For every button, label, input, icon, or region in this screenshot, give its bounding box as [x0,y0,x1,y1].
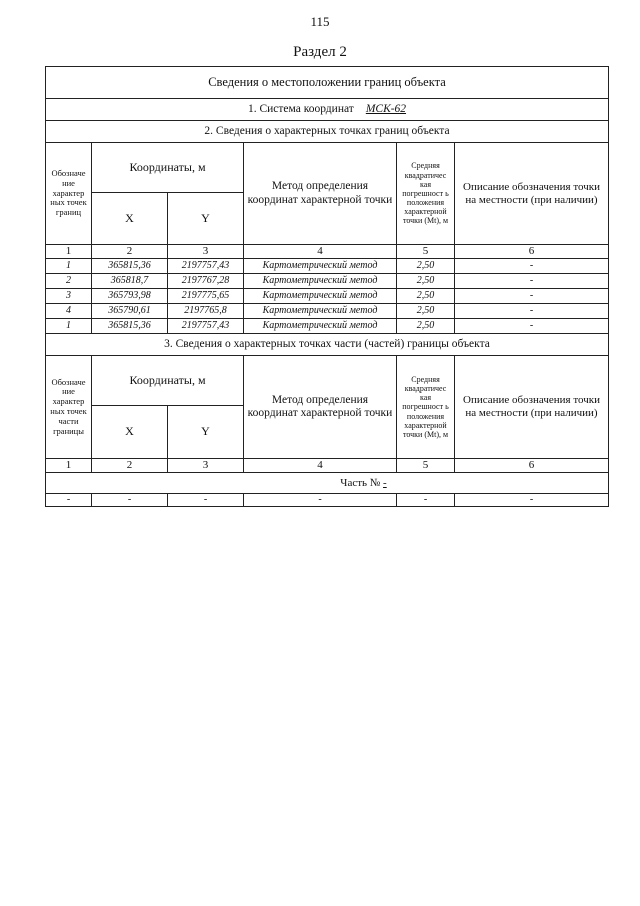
coord-system-value: МСК-62 [365,102,407,115]
point-cell: 1 [46,319,92,334]
empty-cell: - [397,494,455,507]
section3-col-x: X [92,406,168,459]
col-number: 4 [244,245,397,259]
section-title: Раздел 2 [293,44,347,60]
section3-header-row [46,356,609,406]
method-cell: Картометрический метод [244,304,397,319]
x-cell: 365793,98 [92,289,168,304]
part-row [46,473,609,494]
method-cell: Картометрический метод [244,259,397,274]
section2-col-point: Обозначе ние характер ных точек границ [46,143,92,245]
desc-cell: - [455,304,609,319]
section3-col-point: Обозначе ние характер ных точек части границы [46,356,92,459]
col-number: 2 [92,459,168,473]
section2-title-row [46,121,609,143]
section2-col-x: X [92,193,168,245]
section3-col-error: Средняя квадратичес кая погрешност ь положения характерной точки (Mt), м [397,356,455,459]
section2-col-method: Метод определения координат характерной точки [244,143,397,245]
page-number: 115 [310,14,330,29]
table-title: Сведения о местоположении границ объекта [46,67,609,99]
boundary-table [45,66,609,507]
section2-header-row [46,143,609,193]
section2-title: 2. Сведения о характерных точках границ объекта [46,121,609,143]
table-row [46,259,609,274]
empty-cell: - [455,494,609,507]
x-cell: 365815,36 [92,259,168,274]
empty-cell: - [168,494,244,507]
error-cell: 2,50 [397,319,455,334]
desc-cell: - [455,289,609,304]
point-cell: 3 [46,289,92,304]
col-number: 6 [455,459,609,473]
x-cell: 365818,7 [92,274,168,289]
col-number: 1 [46,459,92,473]
col-number: 5 [397,245,455,259]
section3-numbers-row [46,459,609,473]
desc-cell: - [455,259,609,274]
table-row [46,494,609,507]
table-row [46,319,609,334]
coord-system-row [46,99,609,121]
section3-col-method: Метод определения координат характерной точки [244,356,397,459]
method-cell: Картометрический метод [244,289,397,304]
part-value: - [383,476,387,489]
empty-cell: - [92,494,168,507]
point-cell: 4 [46,304,92,319]
section3-title: 3. Сведения о характерных точках части (частей) границы объекта [46,334,609,356]
part-label: Часть № [340,476,381,489]
section3-col-coords: Координаты, м [92,356,244,406]
empty-cell: - [46,494,92,507]
method-cell: Картометрический метод [244,274,397,289]
desc-cell: - [455,274,609,289]
table-row [46,289,609,304]
y-cell: 2197757,43 [168,259,244,274]
error-cell: 2,50 [397,274,455,289]
error-cell: 2,50 [397,289,455,304]
col-number: 2 [92,245,168,259]
col-number: 3 [168,245,244,259]
x-cell: 365790,61 [92,304,168,319]
y-cell: 2197767,28 [168,274,244,289]
table-row [46,274,609,289]
section3-col-desc: Описание обозначения точки на местности (при наличии) [455,356,609,459]
section3-title-row [46,334,609,356]
error-cell: 2,50 [397,259,455,274]
section2-col-coords: Координаты, м [92,143,244,193]
table-title-row [46,67,609,99]
section2-numbers-row [46,245,609,259]
y-cell: 2197775,65 [168,289,244,304]
col-number: 5 [397,459,455,473]
col-number: 3 [168,459,244,473]
section2-col-error: Средняя квадратичес кая погрешност ь положения характерной точки (Mt), м [397,143,455,245]
y-cell: 2197765,8 [168,304,244,319]
point-cell: 1 [46,259,92,274]
error-cell: 2,50 [397,304,455,319]
col-number: 1 [46,245,92,259]
section2-col-desc: Описание обозначения точки на местности (при наличии) [455,143,609,245]
section2-col-y: Y [168,193,244,245]
table-row [46,304,609,319]
y-cell: 2197757,43 [168,319,244,334]
x-cell: 365815,36 [92,319,168,334]
coord-system-label: 1. Система координат [247,102,354,115]
col-number: 6 [455,245,609,259]
method-cell: Картометрический метод [244,319,397,334]
section3-col-y: Y [168,406,244,459]
point-cell: 2 [46,274,92,289]
col-number: 4 [244,459,397,473]
desc-cell: - [455,319,609,334]
empty-cell: - [244,494,397,507]
